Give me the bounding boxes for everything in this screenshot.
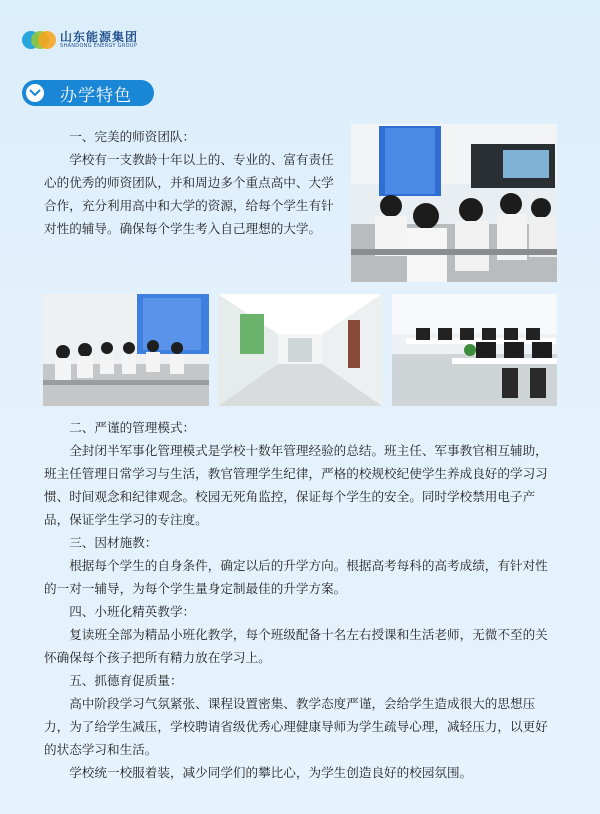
section-title: 办学特色 xyxy=(60,85,132,106)
teachers-heading: 一、完美的师资团队： xyxy=(69,129,196,144)
quality-heading: 五、抓德育促质量： xyxy=(69,673,183,688)
management-body: 全封闭半军事化管理模式是学校十数年管理经验的总结。班主任、军事教官相互辅助，班主任管理日常学习与生活，教官管理学生纪律，严格的校规校纪使学生养成良好的学习习惯、时间观念和纪律观念。校园无死角监控，保证每个学生的安全。同时学校禁用电子产品，保证学生学习的专注度。 xyxy=(44,443,548,527)
classroom-photo-large xyxy=(351,124,557,282)
small-class-heading: 四、小班化精英教学： xyxy=(69,604,196,619)
classroom-photo-small xyxy=(43,294,209,406)
section-title-banner xyxy=(22,80,154,106)
quality-body: 高中阶段学习气氛紧张、课程设置密集、教学态度严谨，会给学生造成很大的思想压力，为了给学生减压，学校聘请省级优秀心理健康导师为学生疏导心理，减轻压力，以更好的状态学习和生活。 xyxy=(44,696,548,757)
section-teachers xyxy=(44,125,344,240)
teachers-body: 学校有一支教龄十年以上的、专业的、富有责任心的优秀的师资团队，并和周边多个重点高中、大学合作，充分利用高中和大学的资源，给每个学生有针对性的辅导。确保每个学生考入自己理想的大学。 xyxy=(44,152,334,236)
management-heading: 二、严谨的管理模式： xyxy=(69,420,196,435)
tailored-heading: 三、因材施教： xyxy=(69,535,158,550)
logo-name-en: SHANDONG ENERGY GROUP xyxy=(60,42,138,49)
brand-logo xyxy=(22,28,138,52)
computer-lab-photo xyxy=(392,294,557,406)
tailored-body: 根据每个学生的自身条件，确定以后的升学方向。根据高考每科的高考成绩，有针对性的一对一辅导，为每个学生量身定制最佳的升学方案。 xyxy=(44,558,548,596)
logo-name-cn: 山东能源集团 xyxy=(60,29,139,44)
quality-body-2: 学校统一校服着装，减少同学们的攀比心，为学生创造良好的校园氛围。 xyxy=(69,765,473,780)
section-details xyxy=(44,416,558,784)
small-class-body: 复读班全部为精品小班化教学，每个班级配备十名左右授课和生活老师，无微不至的关怀确保每个孩子把所有精力放在学习上。 xyxy=(44,627,548,665)
chevron-down-icon xyxy=(24,82,46,104)
corridor-photo xyxy=(218,294,382,406)
logo-icon xyxy=(22,28,56,52)
